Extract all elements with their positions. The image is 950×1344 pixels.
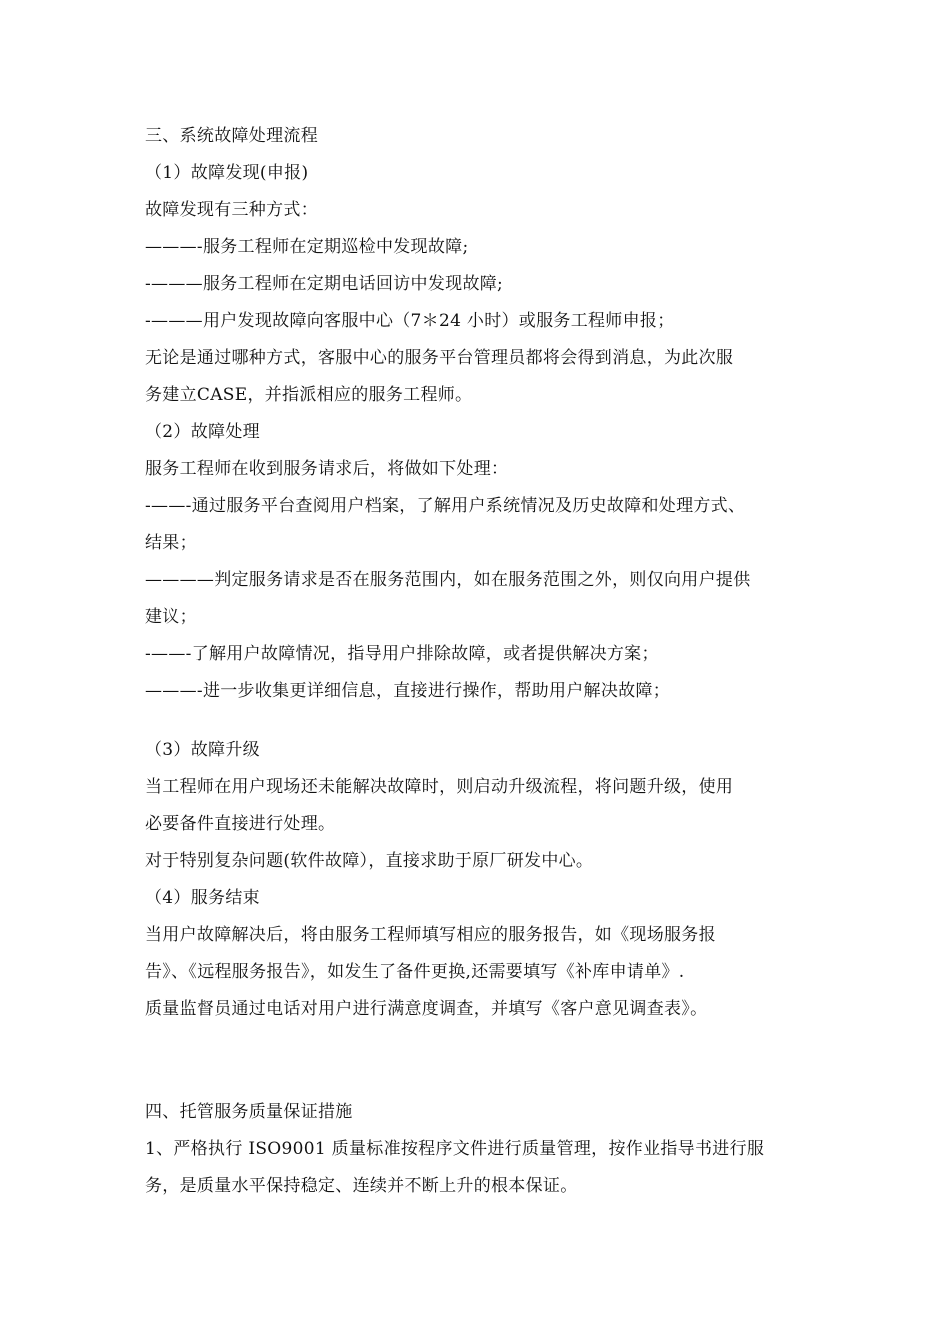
section-4-item-1-line-1: 1、严格执行 ISO9001 质量标准按程序文件进行质量管理，按作业指导书进行服 xyxy=(145,1139,765,1159)
section-3-heading: 三、系统故障处理流程 xyxy=(145,126,318,146)
subsection-1-title: （1）故障发现(申报) xyxy=(145,163,309,183)
handling-step-1-line-2: 结果； xyxy=(145,533,197,553)
subsection-3-paragraph-line-1: 当工程师在用户现场还未能解决故障时，则启动升级流程，将问题升级，使用 xyxy=(145,777,734,797)
subsection-2-title: （2）故障处理 xyxy=(145,422,260,442)
subsection-3-paragraph-2: 对于特别复杂问题(软件故障），直接求助于原厂研发中心。 xyxy=(145,851,594,871)
handling-step-3: -——-了解用户故障情况，指导用户排除故障，或者提供解决方案； xyxy=(145,644,659,664)
subsection-1-paragraph-line-2: 务建立CASE，并指派相应的服务工程师。 xyxy=(145,385,473,405)
handling-step-1-line-1: -——-通过服务平台查阅用户档案，了解用户系统情况及历史故障和处理方式、 xyxy=(145,496,746,516)
handling-step-2-line-2: 建议； xyxy=(145,607,197,627)
subsection-4-paragraph-line-2: 告》、《远程服务报告》，如发生了备件更换,还需要填写《补库申请单》. xyxy=(145,962,685,982)
subsection-1-intro: 故障发现有三种方式： xyxy=(145,200,318,220)
subsection-4-paragraph-line-1: 当用户故障解决后，将由服务工程师填写相应的服务报告，如《现场服务报 xyxy=(145,925,716,945)
subsection-3-title: （3）故障升级 xyxy=(145,740,260,760)
subsection-4-paragraph-line-3: 质量监督员通过电话对用户进行满意度调查，并填写《客户意见调查表》。 xyxy=(145,999,708,1019)
section-4-item-1-line-2: 务，是质量水平保持稳定、连续并不断上升的根本保证。 xyxy=(145,1176,578,1196)
subsection-4-title: （4）服务结束 xyxy=(145,888,260,908)
discovery-method-3: -———用户发现故障向客服中心（7＊24 小时）或服务工程师申报； xyxy=(145,311,675,331)
subsection-1-paragraph-line-1: 无论是通过哪种方式，客服中心的服务平台管理员都将会得到消息，为此次服 xyxy=(145,348,734,368)
handling-step-4: ———-进一步收集更详细信息，直接进行操作，帮助用户解决故障； xyxy=(145,681,671,701)
section-4-heading: 四、托管服务质量保证措施 xyxy=(145,1102,353,1122)
subsection-3-paragraph-line-2: 必要备件直接进行处理。 xyxy=(145,814,336,834)
subsection-2-intro: 服务工程师在收到服务请求后，将做如下处理： xyxy=(145,459,509,479)
discovery-method-2: -———服务工程师在定期电话回访中发现故障; xyxy=(145,274,504,294)
handling-step-2-line-1: ————判定服务请求是否在服务范围内，如在服务范围之外，则仅向用户提供 xyxy=(145,570,751,590)
discovery-method-1: ———-服务工程师在定期巡检中发现故障; xyxy=(145,237,469,257)
